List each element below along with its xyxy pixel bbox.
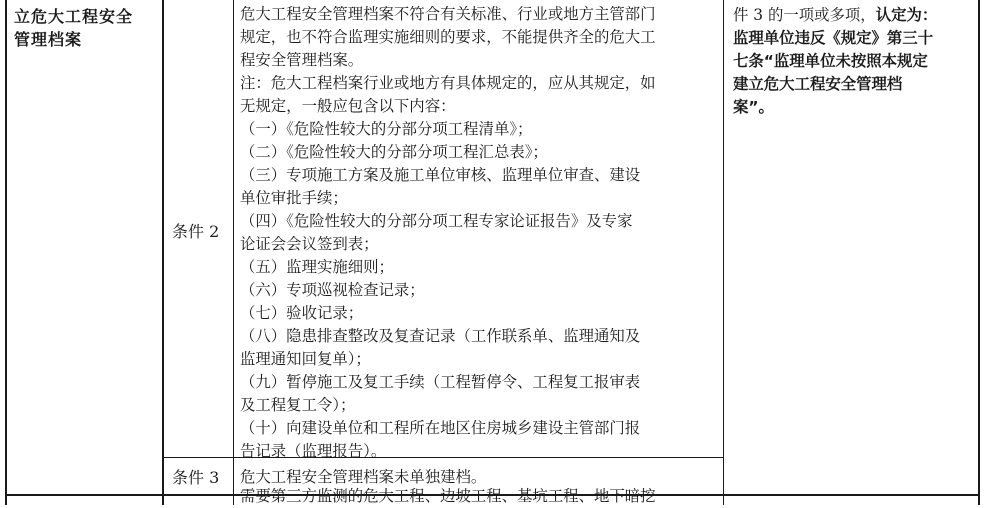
col4-right-border (978, 0, 980, 505)
cond2-line: 无规定，一般应包含以下内容： (240, 97, 456, 115)
table-left-border (5, 0, 7, 505)
col4-line-1-normal: 件 3 的一项或多项， (733, 6, 876, 24)
cond2-line: （六）专项巡视检查记录； (240, 281, 425, 299)
cond2-line: （二）《危险性较大的分部分项工程汇总表》； (240, 143, 548, 161)
col4-conclusion-line: 建立危大工程安全管理档 (733, 75, 903, 93)
cond2-line: 监理通知回复单）； (240, 350, 371, 368)
cond2-line: （十）向建设单位和工程所在地区住房城乡建设主管部门报 (240, 419, 641, 437)
cond2-line: 告记录（监理报告）。 (240, 442, 387, 460)
cond3-label: 条件 3 (172, 468, 220, 487)
cond2-label: 条件 2 (172, 222, 220, 241)
cond2-line: 及工程复工令）； (240, 396, 356, 414)
cond2-line: 程安全管理档案。 (240, 51, 364, 69)
cond2-line: （九）暂停施工及复工手续（工程暂停令、工程复工报审表 (240, 373, 641, 391)
col3-right-border (723, 0, 724, 505)
col1-line-1: 立危大工程安全 (14, 7, 134, 26)
next-row-partial (240, 487, 720, 505)
col4-conclusion-line: 监理单位违反《规定》第三十 (733, 29, 934, 47)
cond2-line: （一）《危险性较大的分部分项工程清单》； (240, 120, 533, 138)
col4-line-1-bold: 认定为： (875, 6, 938, 24)
cond2-line: 规定，也不符合监理实施细则的要求，不能提供齐全的危大工 (240, 28, 656, 46)
col4-line-1 (733, 4, 937, 27)
cond2-line: （四）《危险性较大的分部分项工程专家论证报告》及专家 (240, 212, 633, 230)
col1-line-2: 管理档案 (14, 30, 83, 49)
cond2-line: （七）验收记录； (240, 304, 364, 322)
cond2-line: （五）监理实施细则； (240, 258, 394, 276)
col2-right-border (233, 0, 234, 505)
col4-conclusion-line: 七条“监理单位未按照本规定 (733, 52, 928, 70)
col4-conclusion-line: 案”。 (733, 98, 774, 116)
cond2-line: （八）隐患排查整改及复查记录（工作联系单、监理通知及 (240, 327, 641, 345)
cond2-line: 危大工程安全管理档案不符合有关标准、行业或地方主管部门 (240, 5, 656, 23)
cond2-line: （三）专项施工方案及施工单位审核、监理单位审查、建设 (240, 166, 641, 184)
next-row-partial-text: 需要第三方监测的危大工程、边坡工程、基坑工程、地下暗挖 (240, 487, 656, 505)
col1-right-border (162, 0, 164, 505)
cond2-line: 论证会会议签到表； (240, 235, 379, 253)
cond2-line: 单位审批手续； (240, 189, 348, 207)
cond2-line: 注：危大工程档案行业或地方有具体规定的，应从其规定，如 (240, 74, 656, 92)
cond3-text: 危大工程安全管理档案未单独建档。 (240, 468, 487, 486)
